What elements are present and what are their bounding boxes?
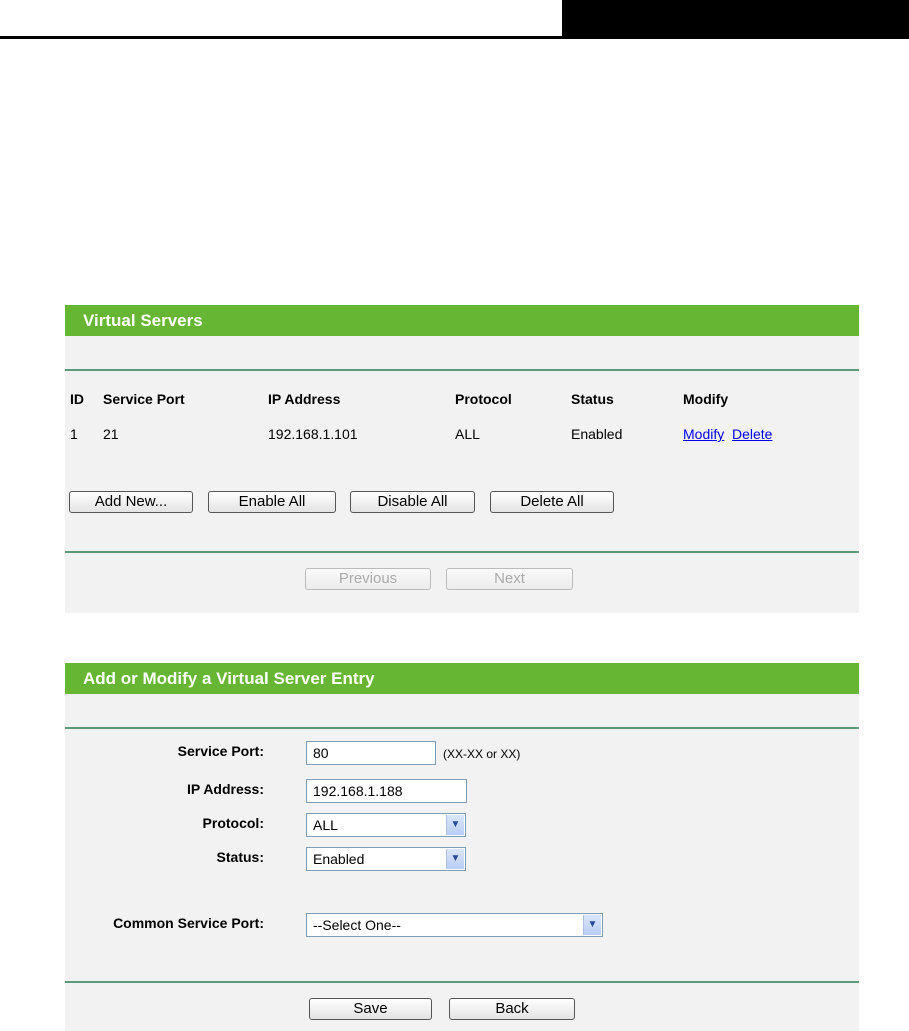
row-service-port: 21 [103,426,119,442]
common-service-port-select[interactable] [306,913,603,937]
panel-title: Virtual Servers [65,305,859,336]
common-service-port-label: Common Service Port: [113,915,264,931]
status-label: Status: [216,849,264,865]
divider [65,727,859,729]
divider [65,369,859,371]
ip-address-label: IP Address: [186,781,264,797]
column-header-modify: Modify [683,391,729,407]
service-port-label: Service Port: [177,743,264,759]
row-id: 1 [70,426,78,442]
add-new-button[interactable]: Add New... [69,491,193,513]
common-service-port-value: --Select One-- [313,917,401,933]
divider [65,981,859,983]
back-button[interactable]: Back [449,998,575,1020]
row-protocol: ALL [455,426,480,442]
chevron-down-icon[interactable]: ▼ [583,915,601,935]
column-header-ip-address: IP Address [268,391,341,407]
save-button[interactable]: Save [309,998,432,1020]
virtual-servers-panel [65,305,859,613]
header-block [562,0,909,39]
modify-link[interactable]: Modify [683,426,725,442]
protocol-value: ALL [313,817,338,833]
ip-address-input[interactable]: 192.168.1.188 [306,779,467,803]
delete-all-button[interactable]: Delete All [490,491,614,513]
column-header-status: Status [571,391,614,407]
status-value: Enabled [313,851,365,867]
service-port-hint: (XX-XX or XX) [443,747,521,761]
header-rule [0,36,562,39]
column-header-service-port: Service Port [103,391,185,407]
chevron-down-icon[interactable]: ▼ [446,815,464,835]
divider [65,551,859,553]
delete-link[interactable]: Delete [732,426,773,442]
row-status: Enabled [571,426,623,442]
service-port-input[interactable]: 80 [306,741,436,765]
protocol-label: Protocol: [202,815,264,831]
protocol-select[interactable] [306,813,466,837]
row-ip-address: 192.168.1.101 [268,426,358,442]
disable-all-button[interactable]: Disable All [350,491,475,513]
panel-title: Add or Modify a Virtual Server Entry [65,663,859,694]
add-modify-entry-panel [65,663,859,1031]
column-header-protocol: Protocol [455,391,512,407]
chevron-down-icon[interactable]: ▼ [446,849,464,869]
next-button[interactable]: Next [446,568,573,590]
previous-button[interactable]: Previous [305,568,431,590]
column-header-id: ID [70,391,84,407]
enable-all-button[interactable]: Enable All [208,491,336,513]
status-select[interactable] [306,847,466,871]
